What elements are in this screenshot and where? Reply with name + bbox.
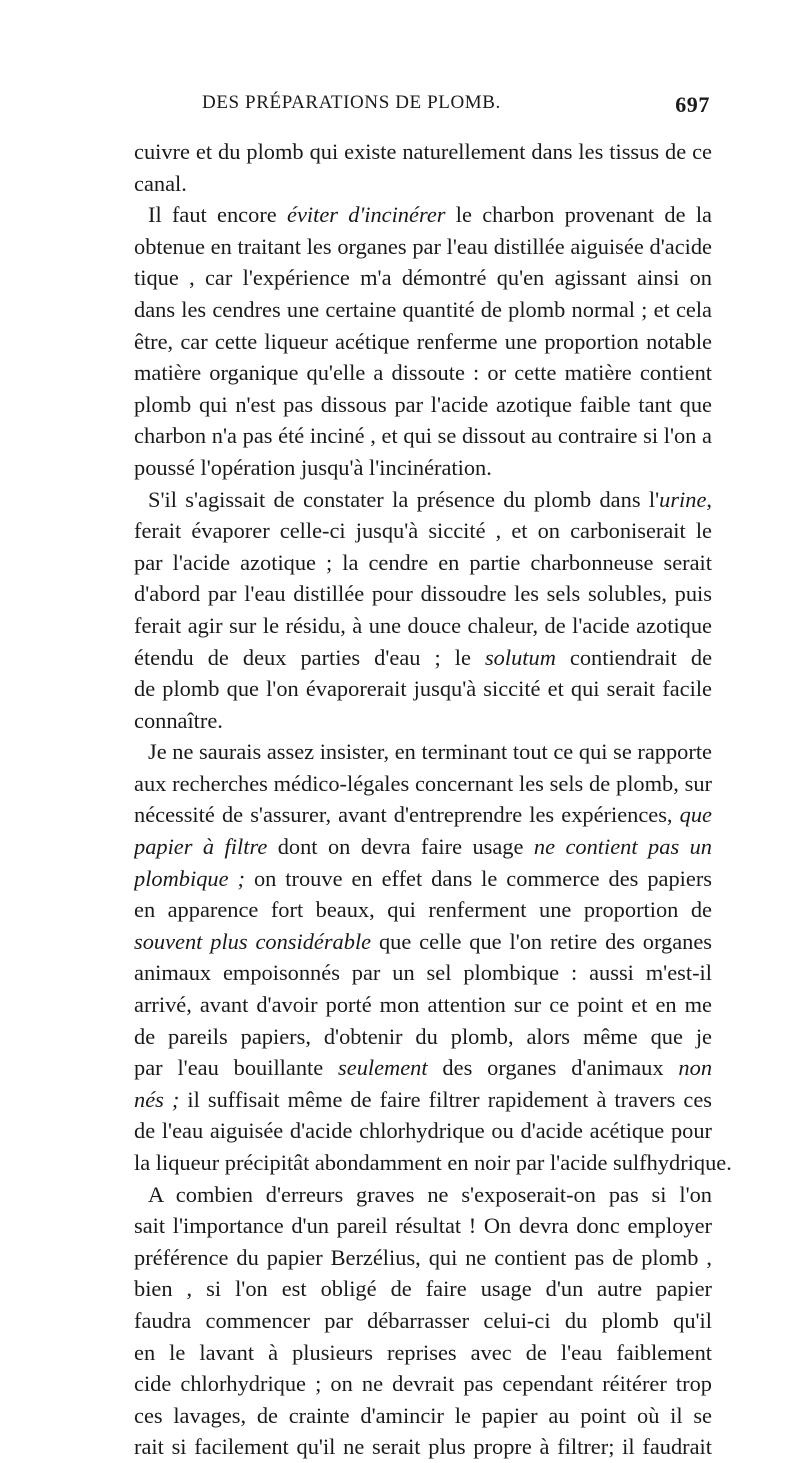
text-segment: par l'eau bouillante <box>134 1055 339 1081</box>
text-segment: que celle que l'on retire des organes <box>378 928 712 954</box>
text-line <box>134 768 712 800</box>
text-line <box>134 294 712 326</box>
text-segment: la liqueur précipitât abondamment en noir par l'acide sulfhydrique. <box>134 1150 732 1175</box>
text-line <box>134 1115 712 1147</box>
text-line <box>134 989 712 1021</box>
text-line <box>134 484 712 516</box>
italic-segment: éviter d'incinérer <box>287 202 446 228</box>
text-line <box>134 136 712 168</box>
text-segment: tique , car l'expérience m'a démontré qu'en agissant ainsi on <box>134 265 712 291</box>
text-segment: en le lavant à plusieurs reprises avec de l'eau faiblement <box>134 1339 712 1365</box>
body-text <box>134 136 732 1463</box>
text-line <box>134 1052 712 1084</box>
text-line <box>134 799 712 831</box>
text-segment: par l'acide azotique ; la cendre en partie charbonneuse serait <box>134 549 712 575</box>
text-segment: Il faut encore <box>148 202 287 228</box>
italic-segment: solutum <box>484 644 556 670</box>
text-line <box>134 168 712 200</box>
text-segment: cuivre et du plomb qui existe naturellement dans les tissus de ce <box>134 139 712 164</box>
italic-segment: urine <box>659 486 707 512</box>
text-segment: rait si facilement qu'il ne serait plus propre à filtrer; il faudrait <box>134 1434 712 1460</box>
text-segment: dont on devra faire usage <box>267 834 534 860</box>
text-line <box>134 1337 712 1369</box>
text-segment: d'abord par l'eau distillée pour dissoudre les sels solubles, puis <box>134 581 712 607</box>
text-segment: S'il s'agissait de constater la présence du plomb dans l' <box>148 486 660 512</box>
text-segment: plomb qui n'est pas dissous par l'acide azotique faible tant que <box>134 391 712 417</box>
text-segment: charbon n'a pas été inciné , et qui se dissout au contraire si l'on a <box>134 423 712 449</box>
text-line <box>134 1021 712 1053</box>
text-line <box>134 957 712 989</box>
text-line <box>134 515 712 547</box>
text-line <box>134 1147 732 1179</box>
italic-segment: seulement <box>338 1055 428 1081</box>
text-line <box>134 1179 712 1211</box>
text-line <box>134 231 712 263</box>
text-segment: obtenue en traitant les organes par l'eau distillée aiguisée d'acide <box>134 233 712 259</box>
text-line <box>134 926 712 958</box>
italic-segment: que <box>679 802 712 828</box>
text-line <box>134 547 712 579</box>
text-line <box>134 1400 712 1432</box>
text-line <box>134 452 712 484</box>
text-segment: canal. <box>134 170 187 196</box>
text-line <box>134 1242 712 1274</box>
text-segment: poussé l'opération jusqu'à l'incinération. <box>134 454 492 480</box>
text-segment: A combien d'erreurs graves ne s'exposerait-on pas si l'on <box>148 1181 712 1207</box>
text-segment: en apparence fort beaux, qui renferment une proportion de <box>134 897 712 923</box>
text-segment: arrivé, avant d'avoir porté mon attention sur ce point et en me <box>134 992 712 1018</box>
text-line <box>134 863 712 895</box>
text-segment: connaître. <box>134 707 223 733</box>
text-line <box>134 705 712 737</box>
text-line <box>134 199 712 231</box>
page-header <box>132 92 710 118</box>
text-line <box>134 642 712 674</box>
text-segment: des organes d'animaux <box>427 1055 679 1081</box>
text-segment: ces lavages, de crainte d'amincir le papier au point où il se <box>134 1402 712 1428</box>
text-segment: de plomb que l'on évaporerait jusqu'à siccité et qui serait facile <box>134 676 712 702</box>
text-line <box>134 389 712 421</box>
text-segment: le charbon provenant de la <box>455 202 712 228</box>
text-segment: ferait évaporer celle-ci jusqu'à siccité , et on carboniserait le <box>134 518 712 544</box>
text-line <box>134 736 712 768</box>
text-segment: préférence du papier Berzélius, qui ne contient pas de plomb , <box>134 1244 712 1270</box>
text-line <box>134 357 712 389</box>
text-segment: faudra commencer par débarrasser celui-ci du plomb qu'il <box>134 1307 712 1333</box>
text-segment: matière organique qu'elle a dissoute : or cette matière contient <box>134 360 712 386</box>
text-segment: nécessité de s'assurer, avant d'entreprendre les expériences, <box>134 802 680 828</box>
text-segment: étendu de deux parties d'eau ; le <box>134 644 485 670</box>
text-segment: on trouve en effet dans le commerce des papiers <box>253 865 712 891</box>
text-segment: contiendrait de <box>569 644 712 670</box>
text-segment: Je ne saurais assez insister, en terminant tout ce qui se rapporte <box>148 739 712 765</box>
page-number: 697 <box>675 92 710 117</box>
italic-segment: non <box>678 1055 712 1081</box>
text-line <box>134 1210 712 1242</box>
text-segment: de l'eau aiguisée d'acide chlorhydrique ou d'acide acétique pour <box>134 1118 712 1144</box>
text-segment: , <box>706 486 712 512</box>
text-line <box>134 894 712 926</box>
text-line <box>134 673 712 705</box>
text-segment: sait l'importance d'un pareil résultat ! On devra donc employer <box>134 1213 712 1239</box>
text-line <box>134 262 712 294</box>
text-line <box>134 1431 712 1463</box>
text-line <box>134 1273 712 1305</box>
italic-segment: souvent plus considérable <box>134 928 372 954</box>
text-line <box>134 1305 712 1337</box>
text-segment: animaux empoisonnés par un sel plombique : aussi m'est-il <box>134 960 712 986</box>
text-line <box>134 326 712 358</box>
text-segment: ferait agir sur le résidu, à une douce chaleur, de l'acide azotique <box>134 612 712 638</box>
text-line <box>134 610 712 642</box>
text-segment: être, car cette liqueur acétique renferme une proportion notable <box>134 328 712 354</box>
text-segment: cide chlorhydrique ; on ne devrait pas cependant réitérer trop <box>134 1371 712 1397</box>
text-line <box>134 831 712 863</box>
text-line <box>134 1368 712 1400</box>
italic-segment: plombique ; <box>134 865 245 891</box>
italic-segment: papier à filtre <box>134 834 268 860</box>
text-segment: de pareils papiers, d'obtenir du plomb, alors même que je <box>134 1023 712 1049</box>
text-segment: bien , si l'on est obligé de faire usage d'un autre papier <box>134 1276 712 1302</box>
italic-segment: ne contient pas un <box>533 834 712 860</box>
running-title: DES PRÉPARATIONS DE PLOMB. <box>202 92 501 113</box>
text-segment: aux recherches médico-légales concernant les sels de plomb, sur <box>134 770 712 796</box>
italic-segment: nés ; <box>134 1086 180 1112</box>
text-segment: dans les cendres une certaine quantité de plomb normal ; et cela <box>134 296 712 322</box>
text-segment: il suffisait même de faire filtrer rapidement à travers ces <box>187 1086 712 1112</box>
text-line <box>134 420 712 452</box>
text-line <box>134 1084 712 1116</box>
text-line <box>134 578 712 610</box>
